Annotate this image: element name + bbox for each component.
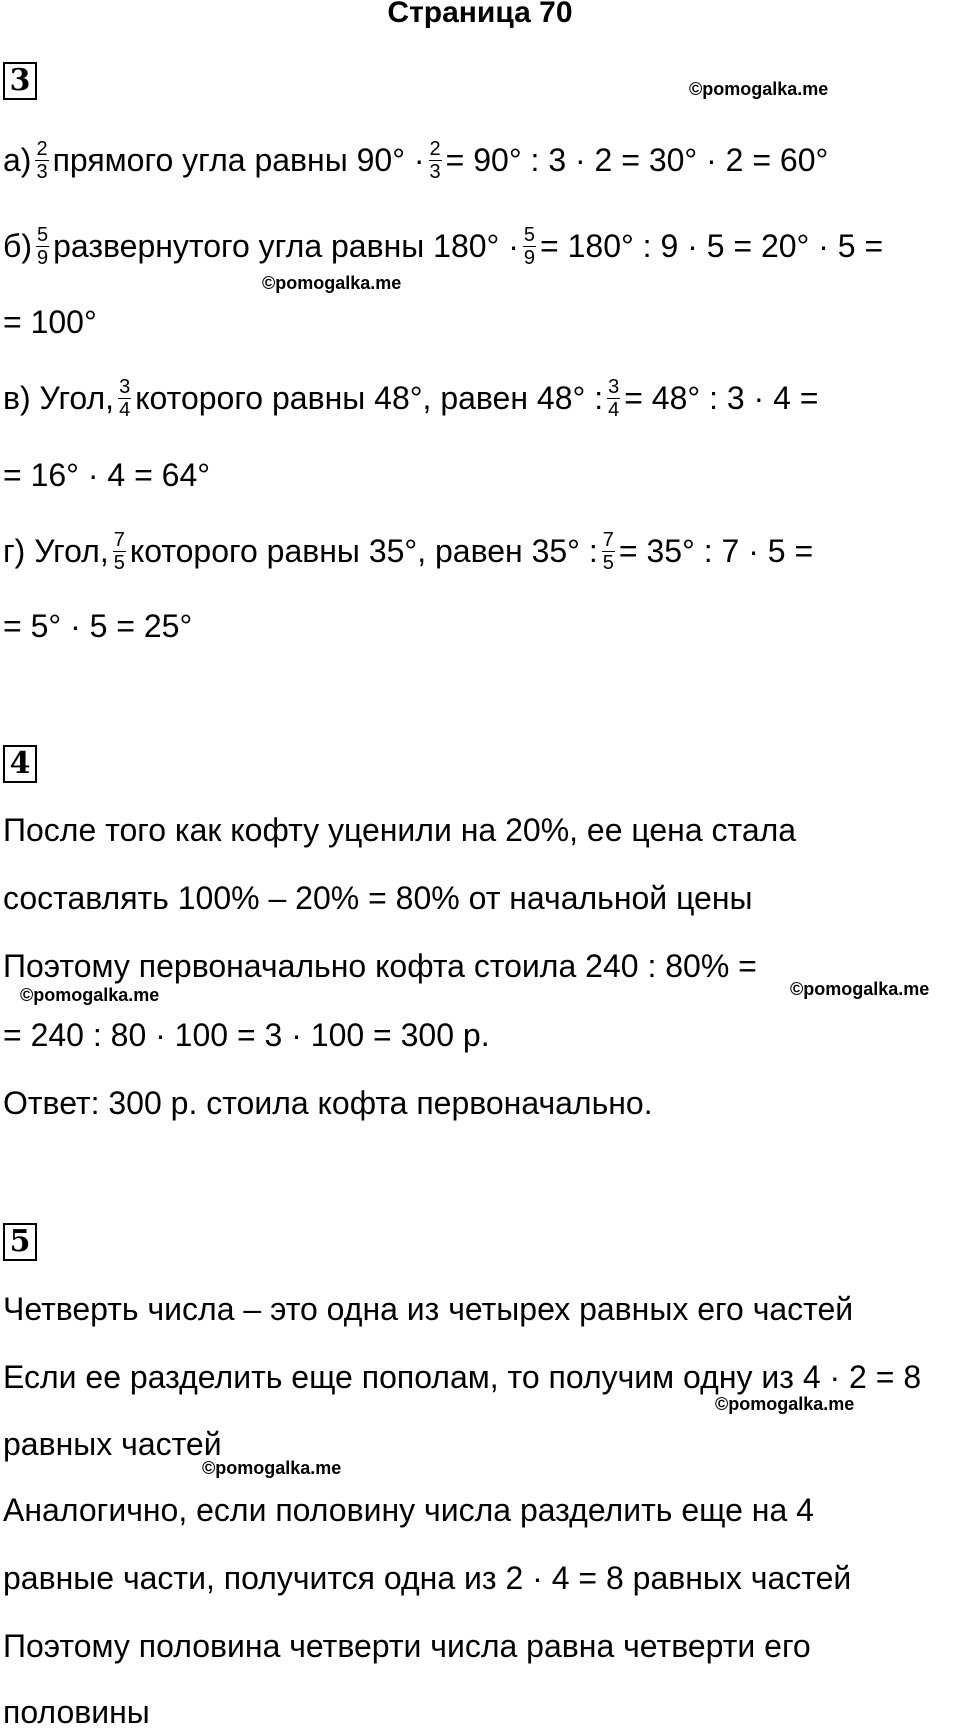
page-title: Страница 70 xyxy=(387,0,573,29)
watermark: ©pomogalka.me xyxy=(20,985,160,1005)
fraction-two-thirds xyxy=(35,138,48,183)
fraction-denominator: 9 xyxy=(36,247,49,270)
fraction-denominator: 3 xyxy=(36,161,48,184)
watermark: ©pomogalka.me xyxy=(262,273,402,293)
task-4-line: составлять 100% – 20% = 80% от начальной цены xyxy=(3,880,753,916)
line-g-result: = 35° : 7 · 5 = xyxy=(618,533,814,569)
fraction-two-thirds xyxy=(429,138,442,183)
task-3-line-b xyxy=(3,226,883,271)
fraction-denominator: 4 xyxy=(608,399,620,422)
fraction-numerator: 7 xyxy=(113,529,125,552)
watermark: ©pomogalka.me xyxy=(715,1394,855,1414)
line-g-prefix: г) Угол, xyxy=(3,533,109,569)
fraction-seven-fifths xyxy=(602,529,615,574)
watermark: ©pomogalka.me xyxy=(689,79,829,99)
fraction-numerator: 2 xyxy=(36,138,48,161)
task-5-line: Поэтому половина четверти числа равна четверти его xyxy=(3,1628,811,1664)
fraction-numerator: 5 xyxy=(36,224,49,247)
watermark: ©pomogalka.me xyxy=(790,979,930,999)
fraction-five-ninths xyxy=(523,224,536,269)
fraction-numerator: 3 xyxy=(608,376,620,399)
fraction-five-ninths xyxy=(36,224,49,269)
fraction-denominator: 5 xyxy=(113,552,125,575)
task-3-line-a xyxy=(3,140,828,185)
task-3-line-g xyxy=(3,531,813,576)
line-a-prefix: а) xyxy=(3,142,32,178)
task-5-line: Четверть числа – это одна из четырех равных его частей xyxy=(3,1291,854,1327)
task-3-line-b-cont: = 100° xyxy=(3,304,97,340)
fraction-denominator: 9 xyxy=(523,247,536,270)
line-v-middle: которого равны 48°, равен 48° : xyxy=(135,380,604,416)
task-3-line-v xyxy=(3,378,818,423)
fraction-numerator: 7 xyxy=(602,529,614,552)
task-4-line: = 240 : 80 · 100 = 3 · 100 = 300 р. xyxy=(3,1017,490,1053)
task-4-line: Поэтому первоначально кофта стоила 240 : 80% = xyxy=(3,948,757,984)
fraction-numerator: 2 xyxy=(429,138,441,161)
task-3-line-v-cont: = 16° · 4 = 64° xyxy=(3,457,211,493)
fraction-seven-fifths xyxy=(113,529,126,574)
fraction-denominator: 3 xyxy=(429,161,441,184)
task-5-number: 5 xyxy=(3,1223,37,1261)
task-4-line: После того как кофту уценили на 20%, ее цена стала xyxy=(3,812,797,848)
task-3-line-g-cont: = 5° · 5 = 25° xyxy=(3,608,193,644)
task-5-line: равные части, получится одна из 2 · 4 = 8 равных частей xyxy=(3,1560,852,1596)
line-b-prefix: б) xyxy=(3,228,32,264)
task-4-number: 4 xyxy=(3,745,37,783)
task-5-line: Аналогично, если половину числа разделить еще на 4 xyxy=(3,1492,814,1528)
fraction-denominator: 5 xyxy=(602,552,614,575)
task-5-line: половины xyxy=(3,1694,150,1730)
line-b-result: = 180° : 9 · 5 = 20° · 5 = xyxy=(540,228,884,264)
line-g-middle: которого равны 35°, равен 35° : xyxy=(129,533,598,569)
fraction-three-quarters xyxy=(607,376,620,421)
task-3-number: 3 xyxy=(3,62,37,100)
task-5-line: Если ее разделить еще пополам, то получим одну из 4 · 2 = 8 xyxy=(3,1359,922,1395)
line-v-result: = 48° : 3 · 4 = xyxy=(624,380,819,416)
line-a-middle: прямого угла равны 90° · xyxy=(52,142,425,178)
task-4-answer: Ответ: 300 р. стоила кофта первоначально. xyxy=(3,1085,653,1121)
task-5-line: равных частей xyxy=(3,1426,222,1462)
line-b-middle: развернутого угла равны 180° · xyxy=(53,228,519,264)
line-v-prefix: в) Угол, xyxy=(3,380,115,416)
watermark: ©pomogalka.me xyxy=(202,1458,342,1478)
fraction-numerator: 5 xyxy=(523,224,536,247)
fraction-numerator: 3 xyxy=(119,376,131,399)
fraction-three-quarters xyxy=(118,376,131,421)
fraction-denominator: 4 xyxy=(119,399,131,422)
line-a-result: = 90° : 3 · 2 = 30° · 2 = 60° xyxy=(445,142,829,178)
